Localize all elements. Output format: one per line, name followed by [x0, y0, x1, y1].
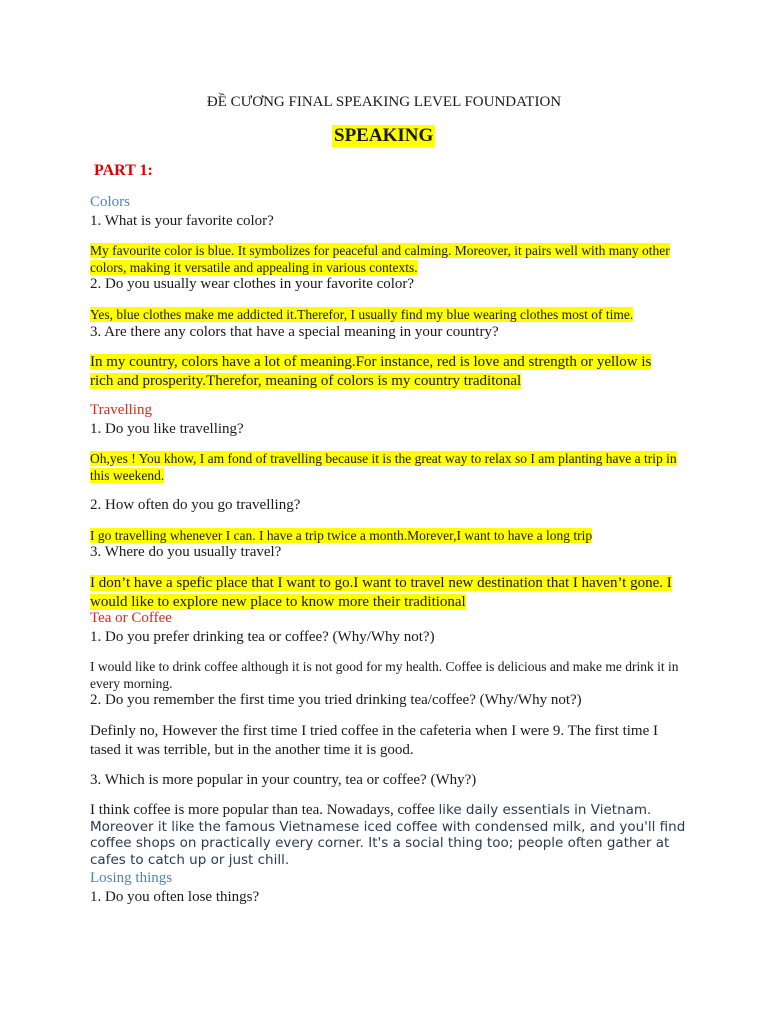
answer-text: Oh,yes ! You khow, I am fond of travelling because it is the great way to relax so I am planting have a trip in this weekend.: [90, 451, 677, 483]
colors-question-3: 3. Are there any colors that have a special meaning in your country?: [90, 324, 499, 340]
tea-question-2: 2. Do you remember the first time you tried drinking tea/coffee? (Why/Why not?): [90, 692, 582, 708]
tea-answer-3: [90, 802, 686, 868]
answer-text-part-1: I think coffee is more popular than tea. Nowadays, coffee: [90, 802, 439, 818]
travelling-answer-1: [90, 450, 680, 484]
travelling-answer-3: [90, 574, 710, 612]
losing-question-1: 1. Do you often lose things?: [90, 889, 260, 905]
section-tea-coffee-heading: Tea or Coffee: [90, 610, 172, 626]
answer-text: I don’t have a spefic place that I want to go.I want to travel new destination that I haven’t gone. I would like to explore new place to know more their traditional: [90, 575, 672, 610]
part-heading: PART 1:: [94, 162, 153, 179]
colors-question-2: 2. Do you usually wear clothes in your favorite color?: [90, 276, 415, 292]
colors-question-1: 1. What is your favorite color?: [90, 213, 274, 229]
document-title: ĐỀ CƯƠNG FINAL SPEAKING LEVEL FOUNDATION: [206, 94, 562, 110]
section-colors-heading: Colors: [90, 194, 131, 210]
colors-answer-1: [90, 242, 680, 276]
answer-text: In my country, colors have a lot of meaning.For instance, red is love and strength or yellow is rich and prosperity.Therefor, meaning of colors is my country traditonal: [90, 354, 652, 389]
travelling-question-3: 3. Where do you usually travel?: [90, 544, 282, 560]
travelling-question-1: 1. Do you like travelling?: [90, 421, 244, 437]
section-travelling-heading: Travelling: [90, 402, 152, 418]
colors-answer-2: [90, 306, 633, 323]
tea-question-3: 3. Which is more popular in your country, tea or coffee? (Why?): [90, 772, 477, 788]
travelling-question-2: 2. How often do you go travelling?: [90, 497, 301, 513]
answer-text: My favourite color is blue. It symbolizes for peaceful and calming. Moreover, it pairs well with many other colors, making it versatile and appealing in various contexts.: [90, 243, 670, 275]
section-losing-things-heading: Losing things: [90, 870, 173, 886]
speaking-heading: SPEAKING: [334, 125, 434, 146]
answer-text: I go travelling whenever I can. I have a trip twice a month.Morever,I want to have a long trip: [90, 528, 593, 543]
travelling-answer-2: [90, 527, 592, 544]
tea-answer-1: I would like to drink coffee although it is not good for my health. Coffee is delicious and make me drink it in every morning.: [90, 659, 679, 691]
colors-answer-3: [90, 353, 670, 391]
answer-text: Yes, blue clothes make me addicted it.Therefor, I usually find my blue wearing clothes most of time.: [90, 307, 634, 322]
tea-answer-2: Definly no, However the first time I tried coffee in the cafeteria when I were 9. The first time I tased it was terrible, but in the another time it is good.: [90, 723, 658, 758]
answer-text-part-2: like daily essentials in Vietnam. Moreover it like the famous Vietnamese iced coffee with condensed milk, and you'll find coffee shops on practically every corner. It's a social thing too; people often gather at cafes to catch up or just chill.: [90, 802, 686, 868]
tea-question-1: 1. Do you prefer drinking tea or coffee? (Why/Why not?): [90, 629, 435, 645]
